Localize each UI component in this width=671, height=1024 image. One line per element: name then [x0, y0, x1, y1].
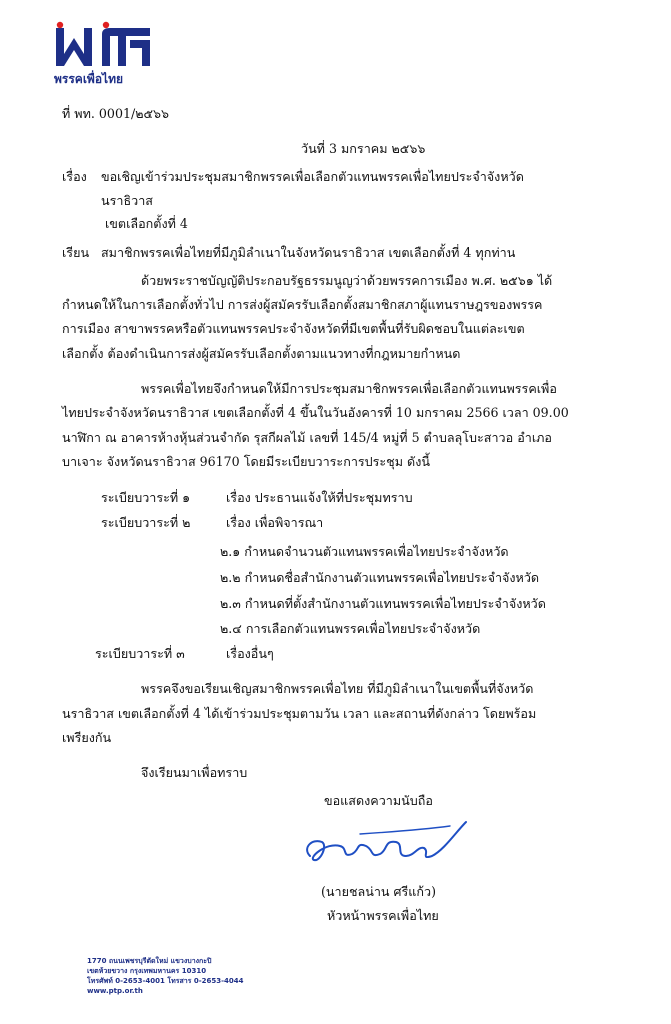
paragraph-line: ด้วยพระราชบัญญัติประกอบรัฐธรรมนูญว่าด้วยพรรคการเมือง พ.ศ. ๒๕๖๑ ได้ [141, 273, 553, 288]
paragraph-line: ไทยประจำจังหวัดนราธิวาส เขตเลือกตั้งที่ 4 ขึ้นในวันอังคารที่ 10 มกราคม 2566 เวลา 09.00 [62, 405, 569, 420]
paragraph-line: นราธิวาส เขตเลือกตั้งที่ 4 ได้เข้าร่วมประชุมตามวัน เวลา และสถานที่ดังกล่าว โดยพร้อม [62, 706, 537, 721]
closing-text: จึงเรียนมาเพื่อทราบ [141, 765, 248, 780]
signer-title: หัวหน้าพรรคเพื่อไทย [327, 908, 439, 923]
subject-label: เรื่อง [62, 169, 87, 184]
paragraph-line: บาเจาะ จังหวัดนราธิวาส 96170 โดยมีระเบียบวาระการประชุม ดังนี้ [62, 454, 430, 469]
agenda-text: เรื่องอื่นๆ [226, 646, 274, 661]
letter-date: วันที่ 3 มกราคม ๒๕๖๖ [301, 141, 426, 156]
to-label: เรียน [62, 245, 90, 260]
signer-name: (นายชลน่าน ศรีแก้ว) [321, 884, 437, 899]
agenda-text: เรื่อง ประธานแจ้งให้ที่ประชุมทราบ [226, 490, 413, 505]
agenda-label: ระเบียบวาระที่ ๒ [101, 515, 191, 530]
footer-phone: โทรศัพท์ 0-2653-4001 โทรสาร 0-2653-4044 [87, 977, 244, 985]
footer-website: www.ptp.or.th [87, 987, 143, 995]
party-logo-caption: พรรคเพื่อไทย [54, 72, 124, 86]
signature [300, 812, 470, 877]
agenda-sub-item: ๒.๑ กำหนดจำนวนตัวแทนพรรคเพื่อไทยประจำจังหวัด [220, 544, 509, 559]
reference-number: ที่ พท. 0001/๒๕๖๖ [62, 106, 170, 121]
subject-line: นราธิวาส [101, 193, 153, 208]
paragraph-line: พรรคจึงขอเรียนเชิญสมาชิกพรรคเพื่อไทย ที่มีภูมิลำเนาในเขตพื้นที่จังหวัด [141, 681, 534, 696]
closing-regards: ขอแสดงความนับถือ [324, 793, 433, 808]
paragraph-line: พรรคเพื่อไทยจึงกำหนดให้มีการประชุมสมาชิกพรรคเพื่อเลือกตัวแทนพรรคเพื่อ [141, 381, 557, 396]
to-recipients: สมาชิกพรรคเพื่อไทยที่มีภูมิลำเนาในจังหวัดนราธิวาส เขตเลือกตั้งที่ 4 ทุกท่าน [101, 245, 516, 260]
paragraph-line: นาฬิกา ณ อาคารห้างหุ้นส่วนจำกัด รุสกีผลไม้ เลขที่ 145/4 หมู่ที่ 5 ตำบลลุโบะสาวอ อำเภอ [62, 430, 553, 445]
subject-line: เขตเลือกตั้งที่ 4 [105, 216, 188, 231]
paragraph-line: เลือกตั้ง ต้องดำเนินการส่งผู้สมัครรับเลือกตั้งตามแนวทางที่กฎหมายกำหนด [62, 346, 461, 361]
subject-line: ขอเชิญเข้าร่วมประชุมสมาชิกพรรคเพื่อเลือกตัวแทนพรรคเพื่อไทยประจำจังหวัด [101, 169, 524, 184]
agenda-label: ระเบียบวาระที่ ๑ [101, 490, 191, 505]
paragraph-line: กำหนดให้ในการเลือกตั้งทั่วไป การส่งผู้สมัครรับเลือกตั้งสมาชิกสภาผู้แทนราษฎรของพรรค [62, 297, 543, 312]
party-logo-mark [52, 20, 162, 70]
paragraph-line: เพรียงกัน [62, 730, 112, 745]
agenda-text: เรื่อง เพื่อพิจารณา [226, 515, 324, 530]
signature-scribble [300, 812, 470, 877]
agenda-sub-item: ๒.๔ การเลือกตัวแทนพรรคเพื่อไทยประจำจังหวัด [220, 621, 481, 636]
agenda-sub-item: ๒.๓ กำหนดที่ตั้งสำนักงานตัวแทนพรรคเพื่อไทยประจำจังหวัด [220, 596, 546, 611]
agenda-sub-item: ๒.๒ กำหนดชื่อสำนักงานตัวแทนพรรคเพื่อไทยประจำจังหวัด [220, 570, 540, 585]
footer-address: เขตห้วยขวาง กรุงเทพมหานคร 10310 [87, 967, 207, 975]
footer-address: 1770 ถนนเพชรบุรีตัดใหม่ แขวงบางกะปิ [87, 957, 212, 965]
agenda-label: ระเบียบวาระที่ ๓ [95, 646, 185, 661]
paragraph-line: การเมือง สาขาพรรคหรือตัวแทนพรรคประจำจังหวัดที่มีเขตพื้นที่รับผิดชอบในแต่ละเขต [62, 321, 525, 336]
